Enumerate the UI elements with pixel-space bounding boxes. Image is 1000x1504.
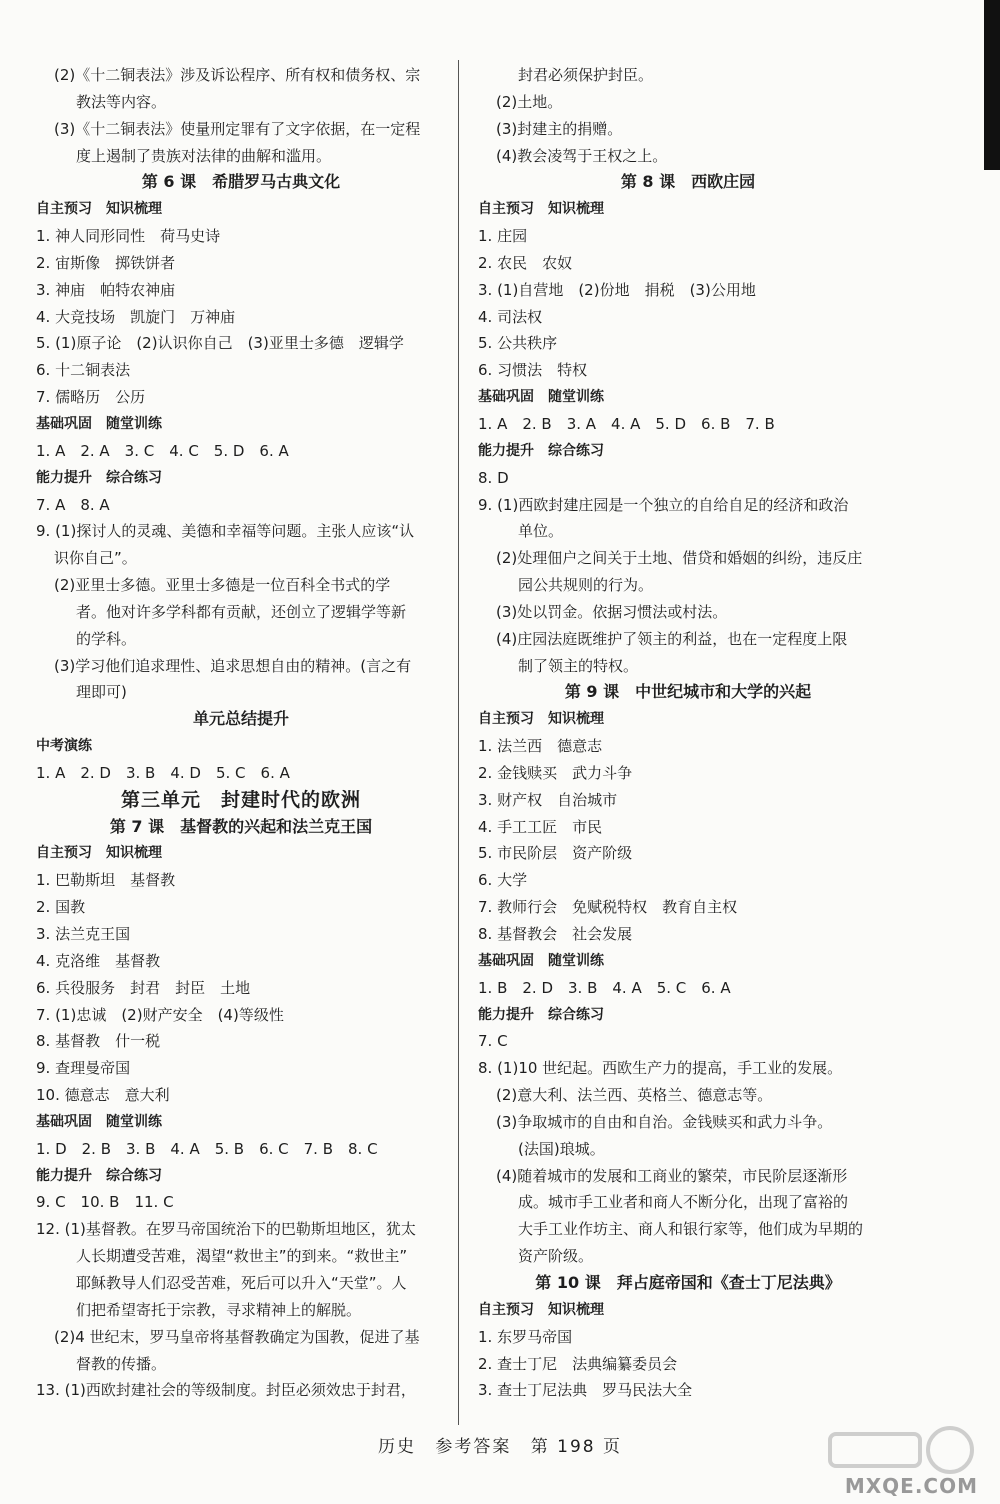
answer-line: 7. C [478, 1032, 508, 1051]
answer-line: 9. (1)西欧封建庄园是一个独立的自给自足的经济和政治 [478, 495, 849, 514]
answer-line: 1. 神人同形同性 荷马史诗 [36, 227, 221, 246]
answer-line: (4)庄园法庭既维护了领主的利益，也在一定程度上限 [496, 629, 848, 648]
answer-line: 8. (1)10 世纪起。西欧生产力的提高，手工业的发展。 [478, 1059, 843, 1078]
subsection-label: 能力提升 综合练习 [36, 469, 162, 486]
answer-line: (4)教会凌驾于王权之上。 [496, 146, 668, 165]
answer-line: 大手工业作坊主、商人和银行家等，他们成为早期的 [518, 1220, 864, 1239]
answer-line: 1. 法兰西 德意志 [478, 737, 603, 756]
section-heading: 第 7 课 基督教的兴起和法兰克王国 [109, 816, 373, 836]
answer-line: 7. 教师行会 免赋税特权 教育自主权 [478, 898, 738, 917]
subsection-label: 能力提升 综合练习 [478, 1006, 604, 1023]
answer-line: (3)争取城市的自由和自治。金钱赎买和武力斗争。 [496, 1112, 833, 1131]
left-column [36, 62, 446, 1404]
section-heading: 第 8 课 西欧庄园 [620, 172, 756, 192]
answer-line: 封君必须保护封臣。 [518, 66, 654, 84]
footer-subject: 历史 [377, 1437, 416, 1457]
answer-line: 2. 查士丁尼 法典编纂委员会 [478, 1354, 678, 1373]
answer-line: 2. 宙斯像 掷铁饼者 [36, 253, 176, 272]
page-edge-tab [984, 0, 1000, 170]
footer-label: 参考答案 [435, 1437, 512, 1457]
answer-line: (3)学习他们追求理性、追求思想自由的精神。(言之有 [54, 656, 412, 675]
answer-line: (2)意大利、法兰西、英格兰、德意志等。 [496, 1086, 773, 1105]
answer-line: 3. 神庙 帕特农神庙 [36, 280, 176, 299]
right-column [478, 62, 898, 1404]
subsection-label: 自主预习 知识梳理 [478, 711, 604, 728]
answer-line: 2. 金钱赎买 武力斗争 [478, 763, 633, 782]
footer-page-number: 第 198 页 [530, 1437, 623, 1457]
answer-line: 6. 兵役服务 封君 封臣 土地 [36, 978, 251, 997]
answer-line: 4. 司法权 [478, 307, 543, 326]
answer-line: 1. 巴勒斯坦 基督教 [36, 871, 176, 890]
answer-line: (3)封建主的捐赠。 [496, 119, 623, 138]
answer-line: 识你自己”。 [54, 549, 137, 568]
answer-line: 12. (1)基督教。在罗马帝国统治下的巴勒斯坦地区，犹太 [36, 1220, 416, 1239]
answer-line: 者。他对许多学科都有贡献，还创立了逻辑学等新 [76, 602, 407, 621]
watermark-text: MXQE.COM [844, 1474, 978, 1498]
answer-line: 4. 大竞技场 凯旋门 万神庙 [36, 307, 236, 326]
answer-line: 6. 十二铜表法 [36, 361, 131, 380]
answer-line: 度上遏制了贵族对法律的曲解和滥用。 [76, 146, 332, 165]
answer-line: (3)处以罚金。依据习惯法或村法。 [496, 602, 728, 621]
subsection-label: 中考演练 [36, 738, 92, 755]
answer-line: 7. A 8. A [36, 495, 110, 514]
answer-line: 1. A 2. D 3. B 4. D 5. C 6. A [36, 763, 290, 782]
answer-line: (法国)琅城。 [518, 1139, 605, 1158]
answer-line: 单位。 [518, 522, 564, 541]
answer-line: 3. (1)自营地 (2)份地 捐税 (3)公用地 [478, 280, 756, 299]
answer-line: 8. 基督教会 社会发展 [478, 925, 633, 943]
answer-line: 耶稣教导人们忍受苦难，死后可以升入“天堂”。人 [76, 1273, 407, 1292]
answer-line: 7. 儒略历 公历 [36, 388, 146, 407]
subsection-label: 自主预习 知识梳理 [36, 845, 162, 862]
answer-line: 们把希望寄托于宗教，寻求精神上的解脱。 [76, 1300, 362, 1319]
answer-line: 3. 财产权 自治城市 [478, 790, 618, 809]
answer-line: (2)《十二铜表法》涉及诉讼程序、所有权和债务权、宗 [54, 66, 421, 84]
answer-line: (2)处理佃户之间关于土地、借贷和婚姻的纠纷，违反庄 [496, 549, 863, 568]
answer-line: 10. 德意志 意大利 [36, 1086, 170, 1105]
answer-line: 2. 农民 农奴 [478, 253, 573, 272]
section-heading: 单元总结提升 [192, 709, 289, 729]
answer-line: 8. D [478, 468, 509, 487]
answer-line: (2)亚里士多德。亚里士多德是一位百科全书式的学 [54, 576, 391, 595]
answer-line: 4. 克洛维 基督教 [36, 951, 161, 970]
answer-line: 5. (1)原子论 (2)认识你自己 (3)亚里士多德 逻辑学 [36, 334, 404, 353]
subsection-label: 能力提升 综合练习 [36, 1167, 162, 1184]
subsection-label: 自主预习 知识梳理 [478, 201, 604, 218]
subsection-label: 基础巩固 随堂训练 [478, 389, 604, 406]
subsection-label: 基础巩固 随堂训练 [36, 415, 162, 432]
answer-line: 3. 法兰克王国 [36, 925, 131, 943]
answer-line: 1. A 2. A 3. C 4. C 5. D 6. A [36, 441, 289, 460]
answer-line: 1. 东罗马帝国 [478, 1327, 573, 1346]
subsection-label: 能力提升 综合练习 [478, 442, 604, 459]
answer-line: 1. D 2. B 3. B 4. A 5. B 6. C 7. B 8. C [36, 1139, 378, 1158]
answer-line: 13. (1)西欧封建社会的等级制度。封臣必须效忠于封君， [36, 1381, 416, 1400]
answer-line: 2. 国教 [36, 898, 86, 917]
answer-line: (2)4 世纪末，罗马皇帝将基督教确定为国教，促进了基 [54, 1327, 420, 1346]
answer-line: 理即可) [76, 683, 127, 702]
section-heading: 第 6 课 希腊罗马古典文化 [141, 172, 341, 192]
answer-line: 9. (1)探讨人的灵魂、美德和幸福等问题。主张人应该“认 [36, 522, 415, 541]
answer-line: 9. C 10. B 11. C [36, 1193, 174, 1212]
answer-line: 3. 查士丁尼法典 罗马民法大全 [478, 1381, 693, 1400]
column-divider [458, 60, 459, 1425]
answer-line: (3)《十二铜表法》使量刑定罪有了文字依据，在一定程 [54, 119, 421, 138]
answer-line: 9. 查理曼帝国 [36, 1059, 131, 1078]
subsection-label: 自主预习 知识梳理 [36, 201, 162, 218]
answer-line: 督教的传播。 [76, 1354, 167, 1373]
section-heading: 第 10 课 拜占庭帝国和《查士丁尼法典》 [535, 1272, 841, 1292]
answer-line: 6. 大学 [478, 871, 528, 890]
subsection-label: 基础巩固 随堂训练 [478, 952, 604, 969]
answer-line: 成。城市手工业者和商人不断分化，出现了富裕的 [518, 1193, 849, 1212]
subsection-label: 自主预习 知识梳理 [478, 1301, 604, 1318]
answer-line: (2)土地。 [496, 92, 563, 111]
answer-line: 的学科。 [76, 629, 137, 648]
answer-line: 5. 市民阶层 资产阶级 [478, 844, 633, 863]
answer-line: 4. 手工工匠 市民 [478, 817, 603, 836]
answer-line: 园公共规则的行为。 [518, 576, 654, 595]
answer-line: 1. 庄园 [478, 227, 528, 246]
answer-line: 5. 公共秩序 [478, 334, 558, 353]
answer-line: 8. 基督教 什一税 [36, 1032, 161, 1051]
answer-line: 1. A 2. B 3. A 4. A 5. D 6. B 7. B [478, 414, 775, 433]
answer-line: 资产阶级。 [518, 1247, 594, 1266]
answer-line: 6. 习惯法 特权 [478, 361, 588, 380]
section-heading: 第 9 课 中世纪城市和大学的兴起 [564, 682, 812, 702]
answer-line: 制了领主的特权。 [518, 656, 639, 675]
answer-line: (4)随着城市的发展和工商业的繁荣，市民阶层逐渐形 [496, 1166, 848, 1185]
answer-line: 人长期遭受苦难，渴望“救世主”的到来。“救世主” [76, 1247, 408, 1266]
answer-line: 7. (1)忠诚 (2)财产安全 (4)等级性 [36, 1005, 284, 1024]
answer-line: 教法等内容。 [76, 92, 167, 111]
subsection-label: 基础巩固 随堂训练 [36, 1113, 162, 1130]
section-heading: 第三单元 封建时代的欧洲 [120, 788, 361, 811]
answer-line: 1. B 2. D 3. B 4. A 5. C 6. A [478, 978, 731, 997]
